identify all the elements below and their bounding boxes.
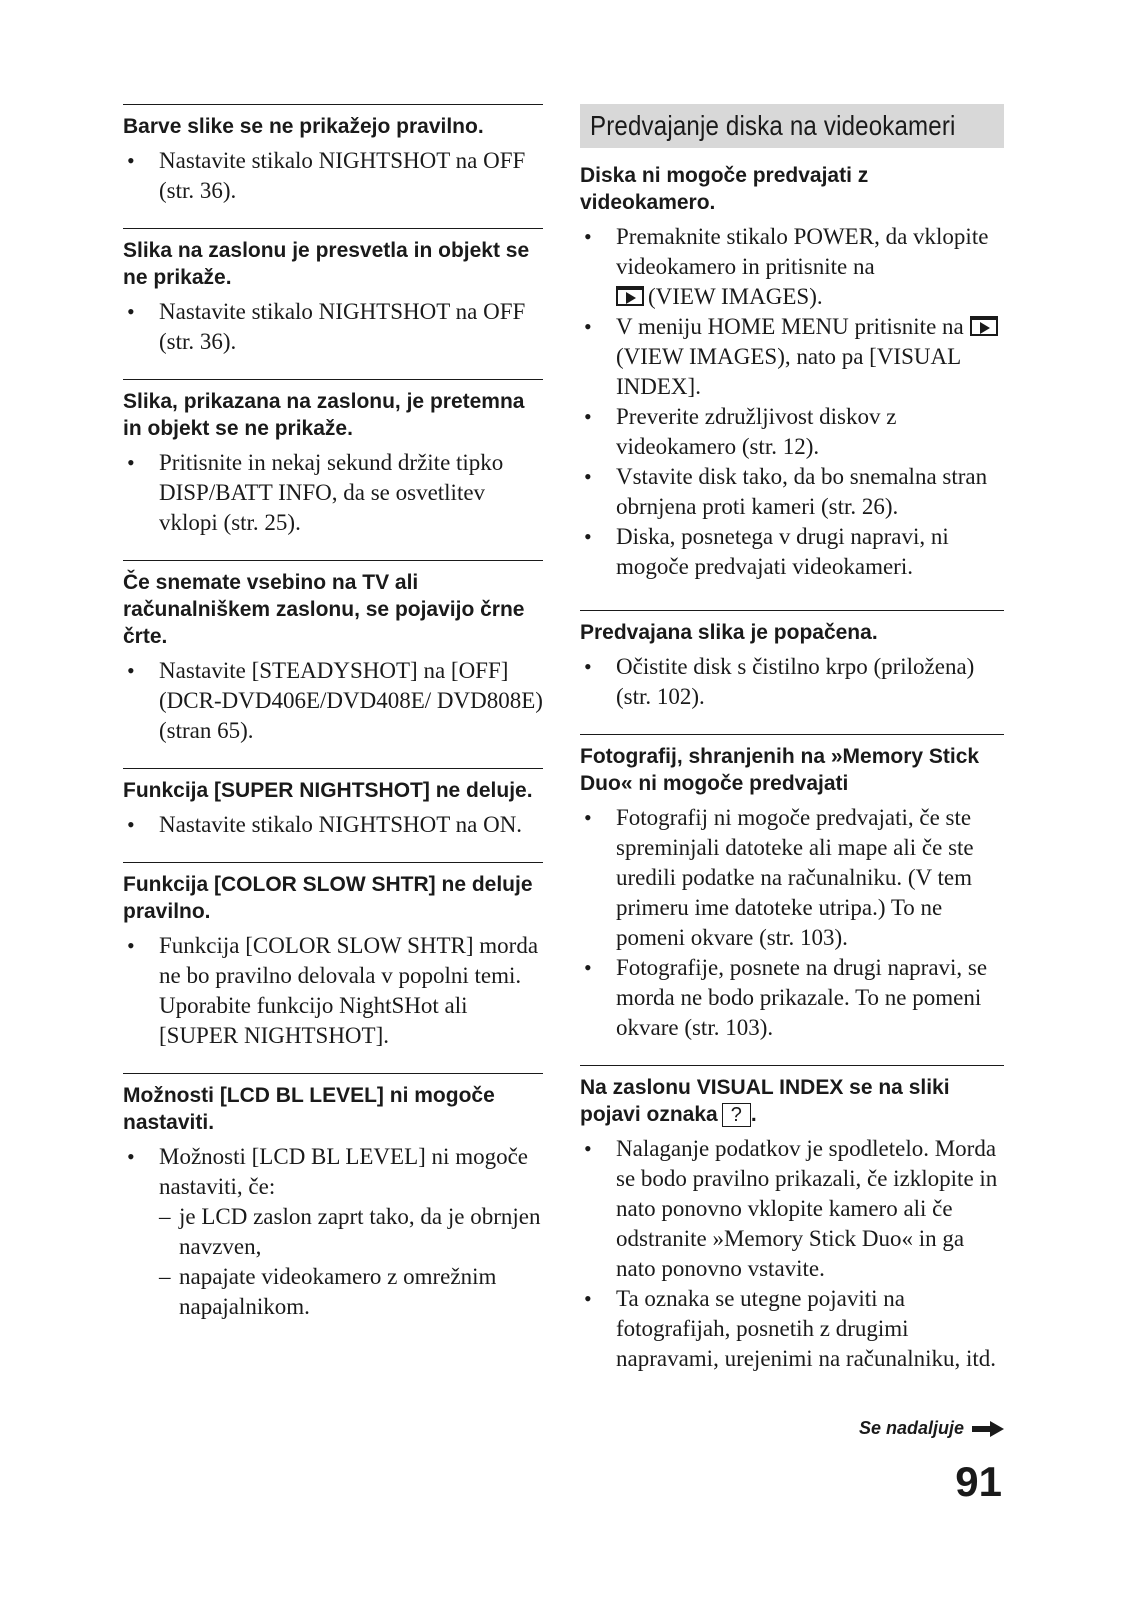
bullet-list bbox=[123, 656, 543, 746]
arrow-right-icon bbox=[972, 1421, 1004, 1437]
section-heading: Če snemate vsebino na TV ali računalniškem zaslonu, se pojavijo črne črte. bbox=[123, 571, 525, 648]
section-super-nightshot bbox=[123, 768, 543, 840]
bullet-item: • Nastavite stikalo NIGHTSHOT na OFF (str. 36). bbox=[127, 299, 526, 354]
bullet-list bbox=[123, 448, 543, 538]
question-mark-icon: ? bbox=[722, 1103, 751, 1127]
section-heading: Diska ni mogoče predvajati z videokamero. bbox=[580, 164, 869, 214]
bullet-item: • Fotografij ni mogoče predvajati, če ste spreminjali datoteke ali mape ali če ste uredili podatke na računalniku. (V tem primeru ime datoteke utripa.) To ne pomeni okvare (str. 103). bbox=[584, 805, 974, 950]
bullet-item: • Možnosti [LCD BL LEVEL] ni mogoče nastaviti, če: – je LCD zaslon zaprt tako, da je obrnjen navzven, – napajate videokamero z omrežnim napajalnikom. bbox=[123, 1142, 543, 1322]
continue-indicator bbox=[859, 1418, 1004, 1439]
bullet-item: • Diska, posnetega v drugi napravi, ni mogoče predvajati videokameri. bbox=[584, 524, 949, 579]
right-column bbox=[580, 104, 1004, 1396]
play-icon bbox=[616, 286, 644, 306]
section-black-lines bbox=[123, 560, 543, 746]
bullet-item: • Nastavite stikalo NIGHTSHOT na ON. bbox=[127, 812, 523, 837]
play-icon bbox=[970, 316, 998, 336]
dash-list bbox=[159, 1202, 543, 1322]
bullet-list bbox=[123, 931, 543, 1051]
section-cannot-play-disc bbox=[580, 162, 1004, 582]
section-memory-stick-photos bbox=[580, 734, 1004, 1043]
section-too-bright bbox=[123, 228, 543, 357]
chapter-title-bar bbox=[580, 104, 1004, 148]
section-heading: Funkcija [COLOR SLOW SHTR] ne deluje pravilno. bbox=[123, 873, 533, 923]
section-heading: Na zaslonu VISUAL INDEX se na sliki pojavi oznaka ? . bbox=[580, 1076, 950, 1126]
bullet-item: • Fotografije, posnete na drugi napravi, se morda ne bodo prikazale. To ne pomeni okvare (str. 103). bbox=[584, 955, 988, 1040]
bullet-item: • Vstavite disk tako, da bo snemalna stran obrnjena proti kameri (str. 26). bbox=[584, 464, 988, 519]
bullet-list bbox=[123, 810, 543, 840]
left-column bbox=[123, 104, 543, 1344]
section-heading: Predvajana slika je popačena. bbox=[580, 621, 878, 644]
continue-label: Se nadaljuje bbox=[858, 1418, 964, 1438]
section-distorted-image bbox=[580, 610, 1004, 712]
chapter-title: Predvajanje diska na videokameri bbox=[590, 110, 956, 141]
bullet-list bbox=[123, 297, 543, 357]
section-color-slow-shtr bbox=[123, 862, 543, 1051]
bullet-list bbox=[580, 652, 1004, 712]
section-heading: Funkcija [SUPER NIGHTSHOT] ne deluje. bbox=[123, 779, 533, 802]
section-heading: Barve slike se ne prikažejo pravilno. bbox=[123, 115, 484, 138]
section-lcd-bl-level bbox=[123, 1073, 543, 1322]
bullet-item: • Preverite združljivost diskov z videokamero (str. 12). bbox=[584, 404, 897, 459]
page-number: 91 bbox=[955, 1458, 1002, 1505]
bullet-item: • V meniju HOME MENU pritisnite na (VIEW IMAGES), nato pa [VISUAL INDEX]. bbox=[580, 312, 1004, 402]
bullet-list bbox=[580, 222, 1004, 582]
section-too-dark bbox=[123, 379, 543, 538]
bullet-item: • Nalaganje podatkov je spodletelo. Morda se bodo pravilno prikazali, če izklopite in nato ponovno vklopite kamero ali če odstranite »Memory Stick Duo« in ga nato ponovno vstavite. bbox=[584, 1136, 998, 1281]
bullet-list bbox=[123, 1142, 543, 1322]
bullet-item: • Premaknite stikalo POWER, da vklopite videokamero in pritisnite na (VIEW IMAGES). bbox=[584, 224, 989, 309]
dash-item: – napajate videokamero z omrežnim napajalnikom. bbox=[159, 1264, 497, 1319]
bullet-item: • Očistite disk s čistilno krpo (priložena) (str. 102). bbox=[584, 654, 975, 709]
section-heading: Slika na zaslonu je presvetla in objekt se ne prikaže. bbox=[123, 239, 530, 289]
bullet-list bbox=[580, 803, 1004, 1043]
bullet-list bbox=[123, 146, 543, 206]
section-colors bbox=[123, 104, 543, 206]
bullet-item: • Funkcija [COLOR SLOW SHTR] morda ne bo pravilno delovala v popolni temi. Uporabite funkcijo NightSHot ali [SUPER NIGHTSHOT]. bbox=[127, 933, 539, 1048]
bullet-list bbox=[580, 1134, 1004, 1374]
bullet-item: • Pritisnite in nekaj sekund držite tipko DISP/BATT INFO, da se osvetlitev vklopi (str. 25). bbox=[127, 450, 504, 535]
bullet-item: • Ta oznaka se utegne pojaviti na fotografijah, posnetih z drugimi napravami, urejenimi na računalniku, itd. bbox=[584, 1286, 997, 1371]
section-heading: Možnosti [LCD BL LEVEL] ni mogoče nastaviti. bbox=[123, 1084, 495, 1134]
dash-item: – je LCD zaslon zaprt tako, da je obrnjen navzven, bbox=[159, 1204, 541, 1259]
bullet-item: • Nastavite stikalo NIGHTSHOT na OFF (str. 36). bbox=[127, 148, 526, 203]
section-heading: Slika, prikazana na zaslonu, je pretemna in objekt se ne prikaže. bbox=[123, 390, 525, 440]
bullet-item: • Nastavite [STEADYSHOT] na [OFF] (DCR-DVD406E/DVD408E/ DVD808E) (stran 65). bbox=[127, 658, 543, 743]
section-visual-index-mark bbox=[580, 1065, 1004, 1374]
section-heading: Fotografij, shranjenih na »Memory Stick Duo« ni mogoče predvajati bbox=[580, 745, 980, 795]
